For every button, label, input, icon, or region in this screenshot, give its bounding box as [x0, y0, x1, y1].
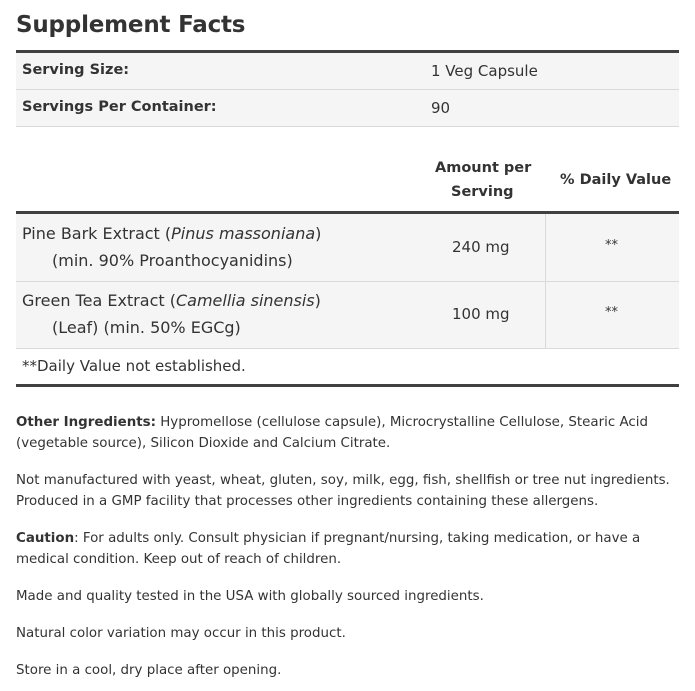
servings-per-container-label: Servings Per Container: [22, 99, 217, 115]
green-tea-amount: 100 mg [452, 305, 510, 323]
page-title: Supplement Facts [16, 12, 246, 38]
servings-divider [16, 126, 679, 127]
bottom-rule [16, 384, 679, 387]
green-tea-name-text: Green Tea Extract ( [22, 291, 176, 310]
pine-bark-sub: (min. 90% Proanthocyanidins) [52, 251, 293, 270]
caution-statement [16, 528, 686, 570]
pine-bark-close: ) [315, 224, 322, 243]
amount-per-serving-header-line2: Serving [451, 184, 514, 200]
other-ingredients [16, 412, 686, 454]
made-in-usa-statement: Made and quality tested in the USA with globally sourced ingredients. [16, 589, 484, 604]
pine-bark-amount: 240 mg [452, 238, 510, 256]
caution-label: Caution [16, 531, 75, 546]
pine-bark-latin: Pinus massoniana [171, 224, 316, 243]
other-ingredients-text: Hypromellose (cellulose capsule), Microcrystalline Cellulose, Stearic Acid (vegetable source), Silicon Dioxide and Calcium Citrate. [16, 415, 648, 451]
pine-bark-dv: ** [605, 238, 618, 253]
green-tea-close: ) [314, 291, 321, 310]
green-tea-latin: Camellia sinensis [175, 291, 315, 310]
column-separator [545, 214, 546, 348]
daily-value-footnote: **Daily Value not established. [22, 357, 246, 375]
green-tea-sub: (Leaf) (min. 50% EGCg) [52, 318, 241, 337]
green-tea-divider [16, 348, 679, 349]
amount-per-serving-header-line1: Amount per [435, 160, 532, 176]
green-tea-dv: ** [605, 305, 618, 320]
storage-statement: Store in a cool, dry place after opening. [16, 663, 282, 678]
daily-value-header: % Daily Value [560, 172, 672, 188]
pine-bark-name [22, 224, 321, 243]
pine-bark-name-text: Pine Bark Extract ( [22, 224, 172, 243]
serving-size-value: 1 Veg Capsule [431, 62, 538, 80]
caution-text: : For adults only. Consult physician if pregnant/nursing, taking medication, or have a medical condition. Keep out of reach of children. [16, 531, 641, 567]
color-variation-statement: Natural color variation may occur in this product. [16, 626, 346, 641]
serving-size-label: Serving Size: [22, 62, 130, 78]
green-tea-name [22, 291, 321, 310]
other-ingredients-label: Other Ingredients: [16, 415, 156, 430]
allergen-statement: Not manufactured with yeast, wheat, gluten, soy, milk, egg, fish, shellfish or tree nut ingredients. Produced in a GMP facility that processes other ingredients containing these allergens. [16, 473, 670, 509]
servings-per-container-value: 90 [431, 99, 451, 117]
